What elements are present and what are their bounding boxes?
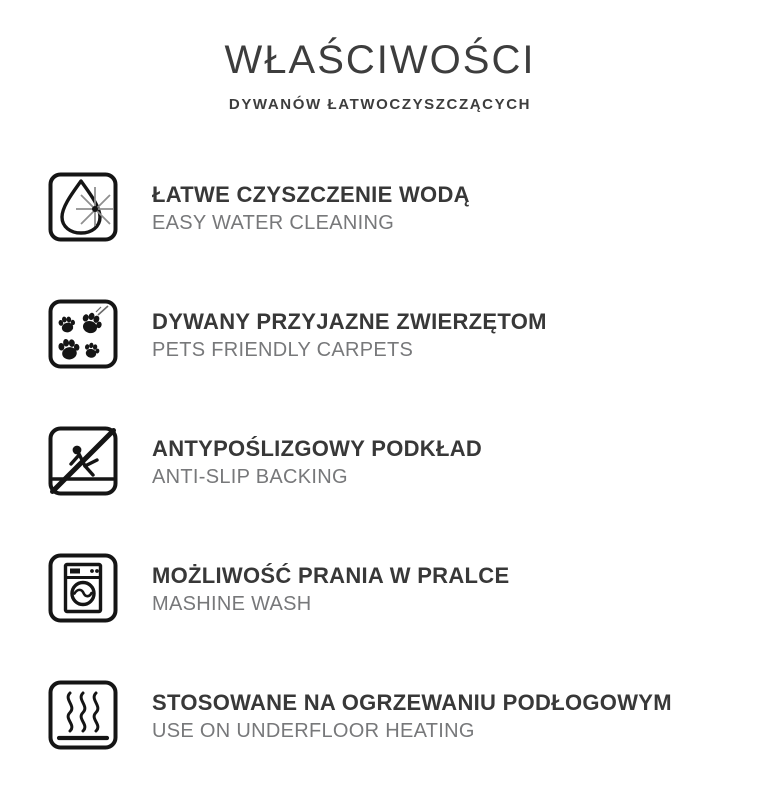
feature-row-pets-friendly xyxy=(48,299,760,369)
page-subtitle: DYWANÓW ŁATWOCZYSZCZĄCYCH xyxy=(228,96,532,113)
page-title: WŁAŚCIWOŚCI xyxy=(224,38,536,82)
feature-title: ŁATWE CZYSZCZENIE WODĄ xyxy=(152,182,470,207)
feature-row-water-cleaning xyxy=(48,172,760,242)
feature-text-block xyxy=(152,179,470,235)
feature-subtitle: EASY WATER CLEANING xyxy=(152,212,395,234)
page-header xyxy=(0,0,760,114)
underfloor-heating-icon xyxy=(48,680,118,750)
feature-title: MOŻLIWOŚĆ PRANIA W PRALCE xyxy=(152,563,510,588)
feature-text-block xyxy=(152,560,509,616)
feature-subtitle: ANTI-SLIP BACKING xyxy=(152,466,348,488)
feature-title: ANTYPOŚLIZGOWY PODKŁAD xyxy=(152,436,483,461)
feature-title: STOSOWANE NA OGRZEWANIU PODŁOGOWYM xyxy=(152,690,672,715)
feature-text-block xyxy=(152,306,547,362)
feature-subtitle: MASHINE WASH xyxy=(152,593,312,615)
washing-machine-icon xyxy=(48,553,118,623)
feature-row-machine-wash xyxy=(48,553,760,623)
feature-text-block xyxy=(152,433,482,489)
feature-subtitle: USE ON UNDERFLOOR HEATING xyxy=(152,720,475,742)
feature-title: DYWANY PRZYJAZNE ZWIERZĘTOM xyxy=(152,309,547,334)
paw-prints-icon xyxy=(48,299,118,369)
feature-row-underfloor-heating xyxy=(48,680,760,750)
water-drop-sparkle-icon xyxy=(48,172,118,242)
feature-list xyxy=(48,172,760,750)
anti-slip-icon xyxy=(48,426,118,496)
feature-text-block xyxy=(152,687,672,743)
feature-row-anti-slip xyxy=(48,426,760,496)
feature-subtitle: PETS FRIENDLY CARPETS xyxy=(152,339,414,361)
